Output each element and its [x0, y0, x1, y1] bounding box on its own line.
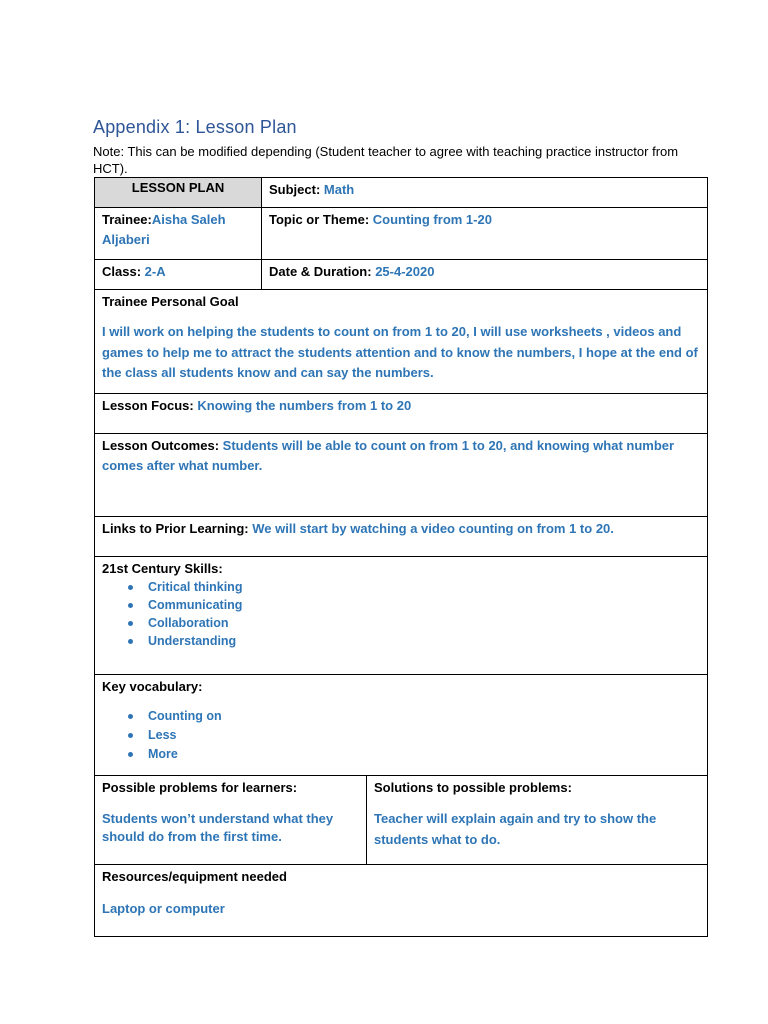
list-item: Counting on — [102, 707, 700, 726]
skills-cell — [94, 556, 708, 675]
subject-value: Math — [323, 182, 355, 197]
problems-text: Students won’t understand what they should do from the first time. — [102, 811, 334, 844]
trainee-label: Trainee: — [102, 212, 152, 227]
resources-cell — [94, 864, 708, 937]
vocabulary-label: Key vocabulary: — [102, 679, 203, 694]
personal-goal-label: Trainee Personal Goal — [102, 294, 239, 309]
bullet-icon — [128, 639, 133, 644]
bullet-icon — [128, 621, 133, 626]
topic-cell — [261, 207, 708, 260]
personal-goal-text: I will work on helping the students to count on from 1 to 20, I will use worksheets , videos and games to help me to attract the students attention and to know the numbers, I hope at the end of the class all students know and can say the numbers. — [102, 324, 698, 380]
list-item: Communicating — [102, 596, 700, 614]
trainee-cell — [94, 207, 262, 260]
personal-goal-cell — [94, 289, 708, 394]
prior-learning-cell — [94, 516, 708, 557]
date-cell — [261, 259, 708, 290]
page-title: Appendix 1: Lesson Plan — [93, 117, 297, 137]
skills-label: 21st Century Skills: — [102, 561, 223, 576]
trainee-value: Aisha Saleh Aljaberi — [102, 212, 226, 247]
list-item: Less — [102, 726, 700, 745]
bullet-icon — [128, 733, 133, 738]
lesson-focus-label: Lesson Focus: — [102, 398, 194, 413]
list-item: More — [102, 745, 700, 764]
bullet-icon — [128, 714, 133, 719]
solutions-label: Solutions to possible problems: — [374, 780, 572, 795]
topic-label: Topic or Theme: — [269, 212, 370, 227]
date-label: Date & Duration: — [269, 264, 372, 279]
lesson-focus-value: Knowing the numbers from 1 to 20 — [197, 398, 412, 413]
class-cell — [94, 259, 262, 290]
subject-cell — [261, 177, 708, 208]
lesson-plan-header-cell — [94, 177, 262, 208]
lesson-focus-cell — [94, 393, 708, 434]
class-value: 2-A — [144, 264, 166, 279]
resources-text: Laptop or computer — [102, 901, 225, 916]
class-label: Class: — [102, 264, 142, 279]
topic-value: Counting from 1-20 — [372, 212, 492, 227]
prior-learning-value: We will start by watching a video counting on from 1 to 20. — [252, 521, 614, 536]
skills-list — [102, 578, 700, 650]
problems-cell — [94, 775, 367, 865]
list-item: Collaboration — [102, 614, 700, 632]
problems-label: Possible problems for learners: — [102, 780, 298, 795]
solutions-text: Teacher will explain again and try to show the students what to do. — [374, 811, 657, 847]
lesson-plan-header: LESSON PLAN — [131, 180, 225, 195]
prior-learning-label: Links to Prior Learning: — [102, 521, 249, 536]
list-item: Critical thinking — [102, 578, 700, 596]
solutions-cell — [366, 775, 708, 865]
lesson-outcomes-value: Students will be able to count on from 1 to 20, and knowing what number comes after what number. — [102, 438, 675, 473]
lesson-outcomes-cell — [94, 433, 708, 517]
subject-label: Subject: — [269, 182, 321, 197]
bullet-icon — [128, 603, 133, 608]
vocabulary-list — [102, 707, 700, 764]
lesson-outcomes-label: Lesson Outcomes: — [102, 438, 220, 453]
date-value: 25-4-2020 — [375, 264, 435, 279]
resources-label: Resources/equipment needed — [102, 869, 287, 884]
bullet-icon — [128, 752, 133, 757]
vocabulary-cell — [94, 674, 708, 776]
bullet-icon — [128, 585, 133, 590]
list-item: Understanding — [102, 632, 700, 650]
note-text: Note: This can be modified depending (Student teacher to agree with teaching practice instructor from HCT). — [93, 144, 679, 176]
